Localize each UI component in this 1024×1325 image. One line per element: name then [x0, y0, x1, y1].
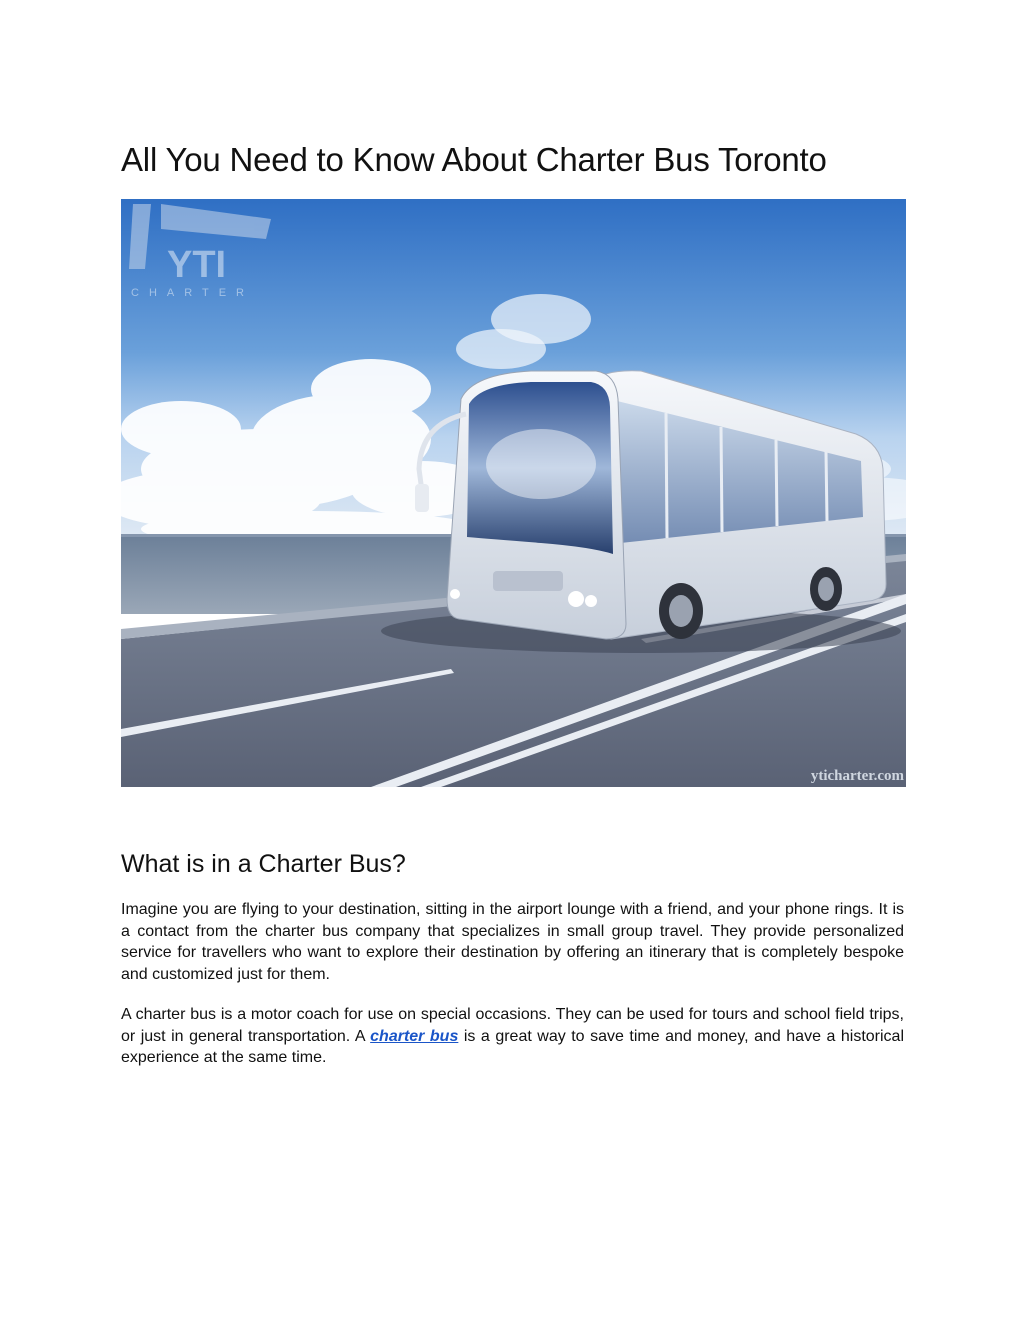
paragraph-2-text-before: A charter bus is a motor coach for use on special occasions. They can be used for tours and school field trips, or just in general transportation. A — [121, 1006, 904, 1045]
page-title: All You Need to Know About Charter Bus Toronto — [121, 141, 827, 178]
watermark: yticharter.com — [810, 768, 904, 784]
headlight — [568, 591, 584, 607]
section-heading: What is in a Charter Bus? — [121, 850, 406, 878]
paragraph-2 — [121, 1004, 904, 1069]
logo-subtext: CHARTER — [131, 287, 254, 299]
bus-photo — [121, 199, 906, 787]
charter-bus-link[interactable]: charter bus — [370, 1027, 459, 1045]
logo-text: YTI — [167, 244, 227, 286]
paragraph-1: Imagine you are flying to your destination, sitting in the airport lounge with a friend, and your phone rings. It is a contact from the charter bus company that specializes in small group travel. They provide personalized service for travellers who want to explore their destination by offering an itinerary that is completely bespoke and customized just for them. — [121, 901, 904, 983]
paragraph-2-text-after: is a great way to save time and money, and have a historical experience at the same time. — [121, 1027, 905, 1066]
